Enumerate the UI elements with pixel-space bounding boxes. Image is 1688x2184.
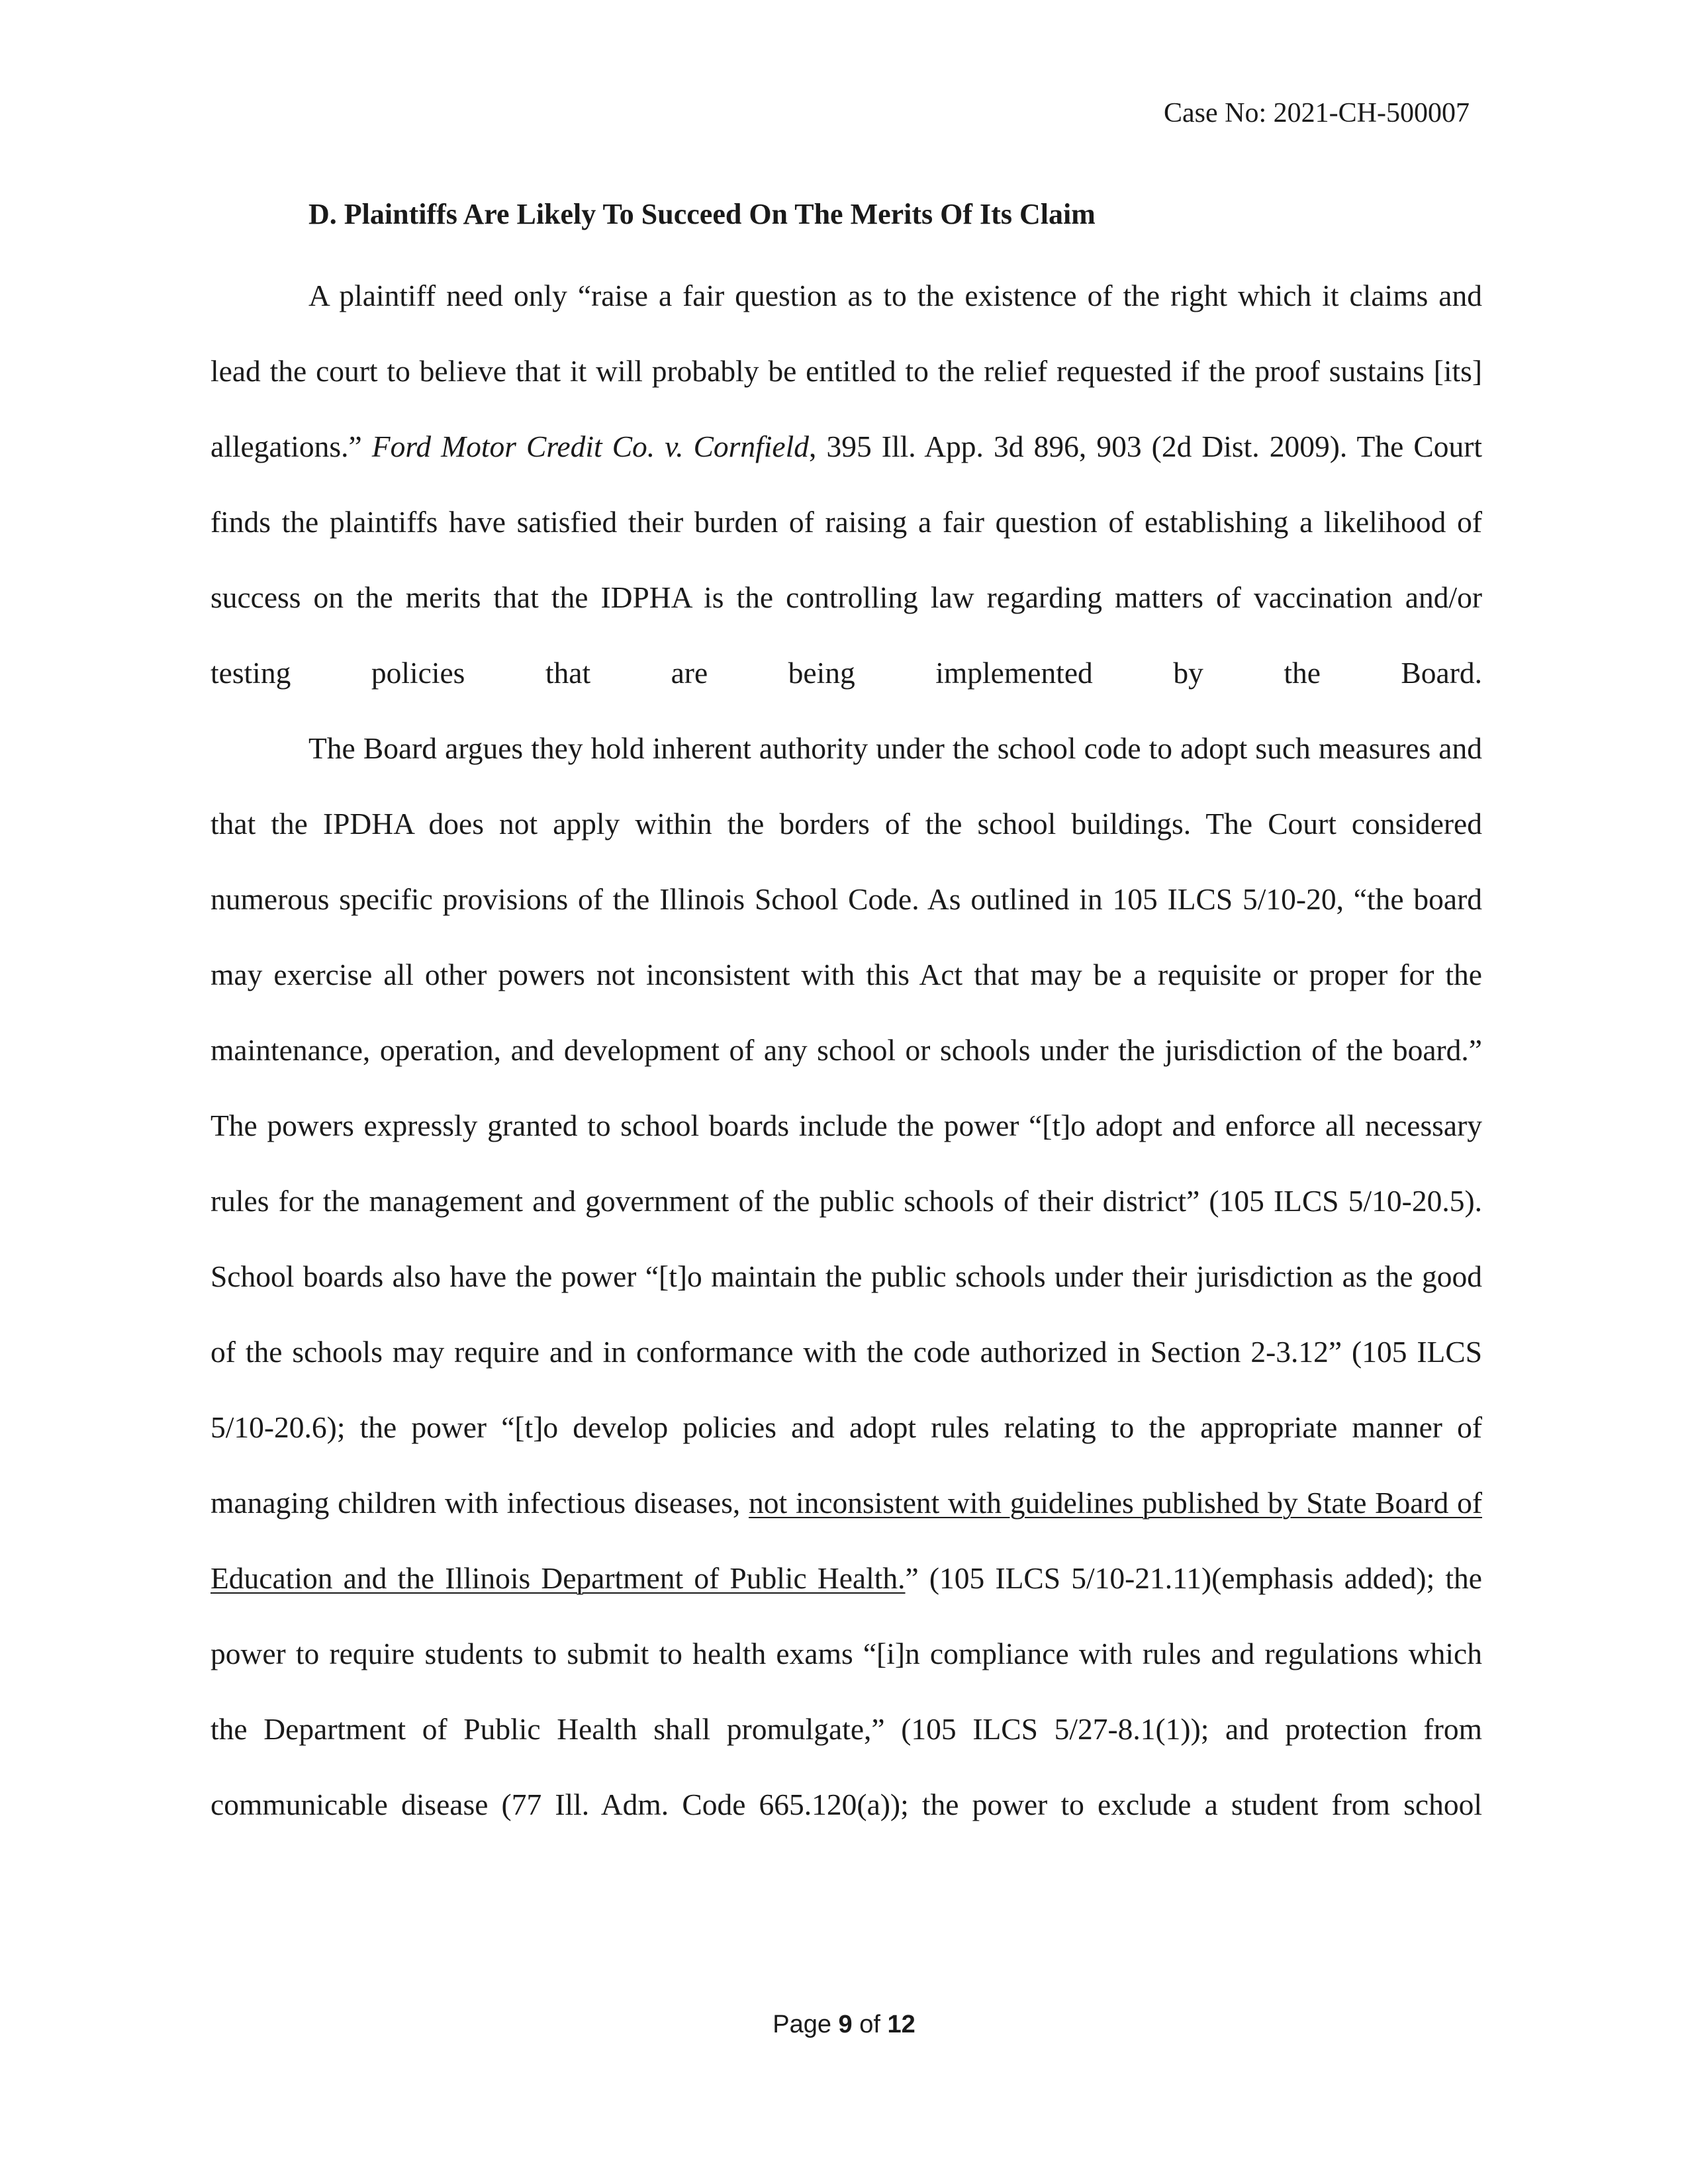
- paragraph-text: , 395 Ill. App. 3d 896, 903 (2d Dist. 2009). The Court finds the plaintiffs have satisfied their burden of raising a fair question of establishing a likelihood of success on the merits that the IDPHA is the controlling law regarding matters of vaccination and/or testing policies that are being implemented by the Board.: [211, 430, 1483, 690]
- paragraph-text: ” (105 ILCS 5/10-21.11)(emphasis added); the power to require students to submit to health exams “[i]n compliance with rules and regulations which the Department of Public Health shall promulgate,” (105 ILCS 5/27-8.1(1)); and protection from communicable disease (77 Ill. Adm. Code 665.120(a)); the power to exclude a student from school: [211, 1561, 1482, 1821]
- page-label: Page: [773, 2011, 839, 2038]
- paragraph-school-code: [211, 711, 1482, 1843]
- case-citation-name: Ford Motor Credit Co. v. Cornfield: [371, 430, 809, 463]
- paragraph-likelihood-standard: [211, 258, 1482, 711]
- paragraph-text: The Board argues they hold inherent authority under the school code to adopt such measures and that the IPDHA does not apply within the borders of the school buildings. The Court considered numerous specific provisions of the Illinois School Code. As outlined in 105 ILCS 5/10-20, “the board may exercise all other powers not inconsistent with this Act that may be a requisite or proper for the maintenance, operation, and development of any school or schools under the jurisdiction of the board.” The powers expressly granted to school boards include the power “[t]o adopt and enforce all necessary rules for the management and government of the public schools of their district” (105 ILCS 5/10-20.5). School boards also have the power “[t]o maintain the public schools under their jurisdiction as the good of the schools may require and in conformance with the code authorized in Section 2-3.12” (105 ILCS 5/10-20.6); the power “[t]o develop policies and adopt rules relating to the appropriate manner of managing children with infectious diseases,: [211, 731, 1482, 1520]
- paragraph-text: A plaintiff need only “raise a fair question as to the existence of the right which it claims and lead the court to believe that it will probably be entitled to the relief requested if the proof sustains [its] allegations.”: [211, 279, 1482, 463]
- body-text: [211, 258, 1482, 1843]
- case-number-header: Case No: 2021-CH-500007: [1164, 98, 1470, 128]
- page-footer: [0, 2012, 1688, 2037]
- page-total: 12: [887, 2011, 915, 2038]
- page-of-label: of: [852, 2011, 888, 2038]
- section-heading: D. Plaintiffs Are Likely To Succeed On The Merits Of Its Claim: [308, 198, 1096, 230]
- page-number: 9: [838, 2011, 853, 2038]
- emphasized-quote: not inconsistent with guidelines published by State Board of Education and the Illinois Department of Public Health.: [211, 1486, 1482, 1595]
